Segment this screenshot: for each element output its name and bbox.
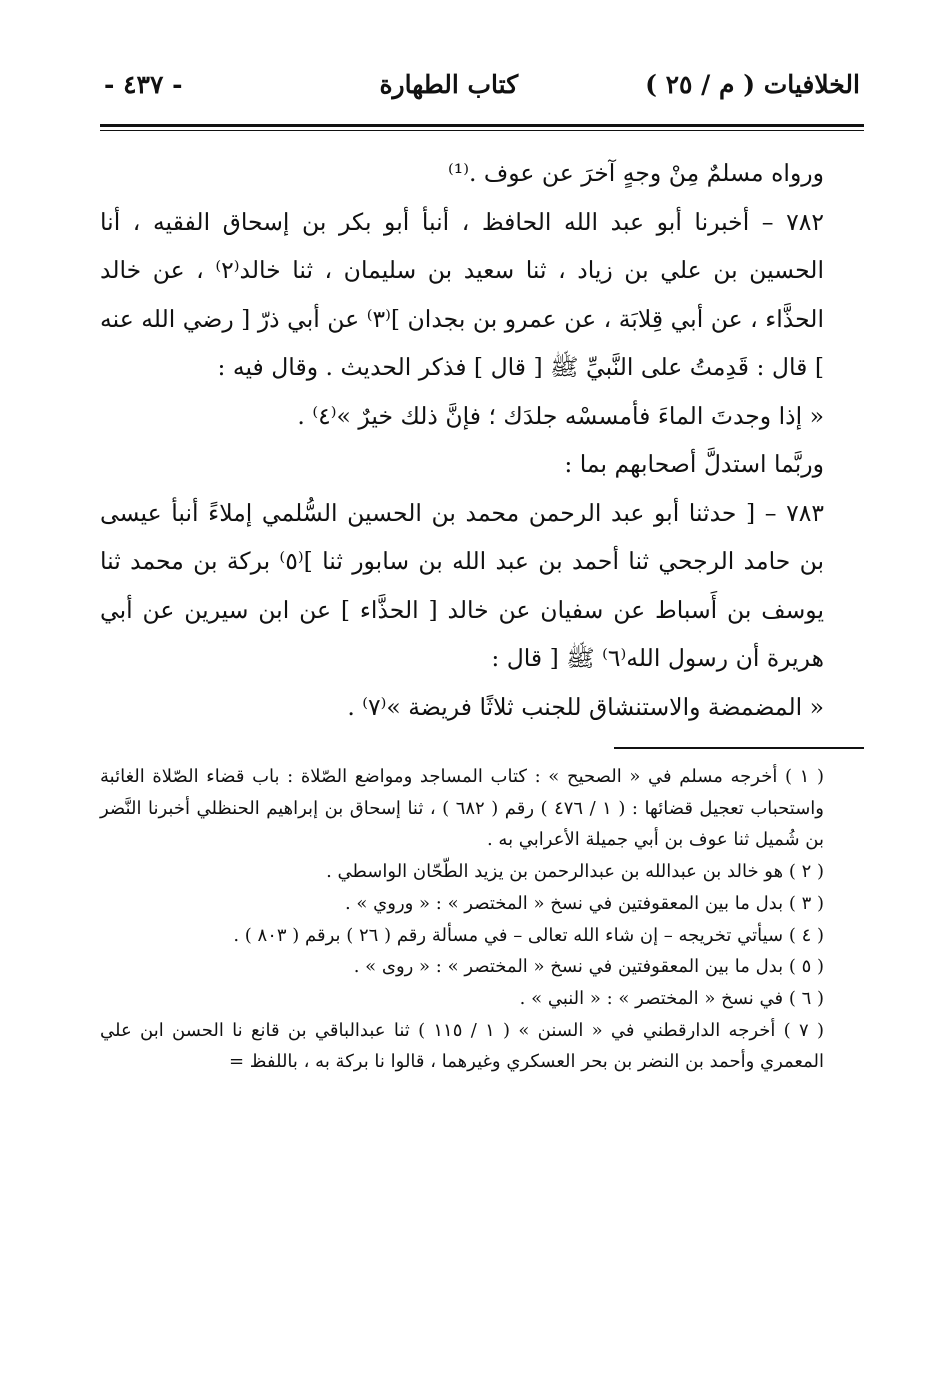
footnote: ( ٧ ) أخرجه الدارقطني في « السنن » ( ١ / ١١٥ ) ثنا عبدالباقي بن قانع نا الحسن ابن علي المعمري وأحمد بن النضر بن بحر العسكري وغيرهما ، قالوا نا بركة به ، باللفظ = bbox=[100, 1019, 824, 1073]
hadith-783: ٧٨٣ – [ حدثنا أبو عبد الرحمن محمد بن الحسين السُّلمي إملاءً أنبأ عيسى بن حامد الرجحي ثنا أحمد بن عبد الله بن سابور ثنا ]⁽٥⁾ بركة بن محمد ثنا يوسف بن أَسباط عن سفيان عن خالد [ الحذَّاء ] عن ابن سيرين عن أبي هريرة أن رسول الله⁽٦⁾ ﷺ [ قال : bbox=[100, 498, 824, 672]
book-page bbox=[100, 70, 864, 1078]
paragraph-istidlal: وربَّما استدلَّ أصحابهم بما : bbox=[564, 450, 824, 478]
page-header bbox=[100, 70, 864, 120]
hadith-782-quote: « إذا وجدتَ الماءَ فأمسسْه جلدَك ؛ فإنَّ ذلك خيرٌ »⁽٤⁾ . bbox=[297, 401, 824, 430]
main-text bbox=[100, 149, 864, 731]
header-rule-thin bbox=[100, 130, 864, 131]
footnote: ( ٣ ) بدل ما بين المعقوفتين في نسخ « المختصر » : « وروي » . bbox=[344, 892, 824, 914]
footnote-separator bbox=[614, 747, 864, 749]
header-left: الخلافيات ( م / ٢٥ ) bbox=[645, 70, 860, 99]
hadith-782: ٧٨٢ – أخبرنا أبو عبد الله الحافظ ، أنبأ أبو بكر بن إسحاق الفقيه ، أنا الحسين بن علي بن زياد ، ثنا سعيد بن سليمان ، ثنا خالد⁽٢⁾ ، عن خالد الحذَّاء ، عن أبي قِلابَة ، عن عمرو بن بجدان ]⁽٣⁾ عن أبي ذرّ [ رضي الله عنه ] قال : قَدِمتُ على النَّبيِّ ﷺ [ قال ] فذكر الحديث . وقال فيه : bbox=[100, 207, 825, 381]
footnote: ( ٤ ) سيأتي تخريجه – إن شاء الله تعالى – في مسألة رقم ( ٢٦ ) برقم ( ٨٠٣ ) . bbox=[233, 924, 824, 946]
footnote: ( ٥ ) بدل ما بين المعقوفتين في نسخ « المختصر » : « روى » . bbox=[353, 956, 824, 978]
footnote: ( ٢ ) هو خالد بن عبدالله بن عبدالرحمن بن يزيد الطّحّان الواسطي . bbox=[326, 861, 824, 883]
hadith-783-quote: « المضمضة والاستنشاق للجنب ثلاثًا فريضة »⁽٧⁾ . bbox=[347, 692, 824, 721]
footnote: ( ٦ ) في نسخ « المختصر » : « النبي » . bbox=[519, 987, 824, 1009]
footnotes bbox=[100, 761, 864, 1078]
paragraph-intro: ورواه مسلمٌ مِنْ وجهٍ آخرَ عن عوف .⁽¹⁾ bbox=[448, 159, 824, 187]
header-rule bbox=[100, 124, 864, 127]
footnote: ( ١ ) أخرجه مسلم في « الصحيح » : كتاب المساجد ومواضع الصّلاة : باب قضاء الصّلاة الغائبة واستحباب تعجيل قضائها : ( ١ / ٤٧٦ ) رقم ( ٦٨٢ ) ، ثنا إسحاق بن إبراهيم الحنظلي أخبرنا النَّضر بن شُميل ثنا عوف بن أبي جميلة الأعرابي به . bbox=[100, 766, 825, 851]
page-number: - ٤٣٧ - bbox=[104, 70, 183, 99]
chapter-title: كتاب الطهارة bbox=[379, 70, 519, 99]
